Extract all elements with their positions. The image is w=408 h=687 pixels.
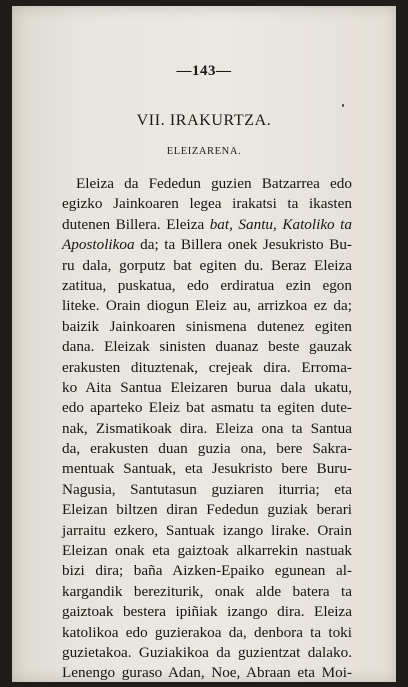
text-line: Nagusia, Santutasun guziaren iturria; eta [62,480,352,498]
page-number: —143— [176,63,232,79]
text-line: edo aparteko Eleiz bat asmatu ta egiten dute- [62,399,352,417]
italic-phrase: bat, Santu, Katoliko ta [209,215,352,233]
text-line: erakusten dituztenak, crejeak dira. Erroma- [62,358,352,376]
italic-word: Apostolikoa [62,236,135,254]
text-line: Eleizan onak eta gaiztoak alkarrekin nastuak [62,542,352,560]
book-page [12,6,396,682]
text-line: kargandik bereziturik, onak alde batera ta [62,582,352,600]
chapter-title: VII. IRAKURTZA. [136,112,272,129]
ink-speck [342,104,344,107]
text-line: mentuak Santuak, eta Jesukristo bere Buru- [62,460,352,478]
text-fragment: da; ta Billera onek Jesukristo Bu- [134,236,352,254]
text-line: egizko Jainkoaren legea irakatsi ta ikasten [62,195,352,213]
text-fragment: dutenen Billera. Eleiza [62,215,210,233]
section-subtitle: ELEIZARENA. [166,146,242,157]
text-line: guzietakoa. Guziakikoa da guzientzat dalako. [62,643,352,661]
text-line: ru dala, gorputz bat egiten du. Beraz Eleiza [62,256,352,274]
text-line [62,215,352,235]
text-line: Eleizan biltzen diran Fededun guziak berari [62,501,352,519]
text-line: nak, Zismatikoak dira. Eleiza ona ta Santua [62,419,352,437]
text-line: katolikoa edo guzierakoa da, denbora ta toki [62,623,352,641]
text-line: liteke. Orain diogun Eleiz au, arrizkoa ez da; [62,297,352,315]
text-line: Eleiza da Fededun guzien Batzarrea edo [76,175,352,192]
text-line: da, erakusten duan guzia ona, bere Sakra- [62,440,352,458]
text-line: zatitua, puskatua, edo erdiratua ezin egon [62,276,352,294]
text-line: Lenengo guraso Adan, Noe, Abraan eta Moi- [62,664,352,682]
text-line: bizi dira; baña Aizken-Epaiko egunean al- [62,562,352,580]
text-line: ko Aita Santua Eleizaren burua dala ukatu, [62,378,352,396]
text-line: jarraitu ezkero, Santuak izango lirake. Orain [62,521,352,539]
text-line: baizik Jainkoaren sinismena dutenez egiten [62,317,352,335]
text-line [62,235,352,255]
text-line: gaiztoak bestera ipiñiak izango dira. Eleiza [62,603,352,621]
body-text [62,174,352,684]
text-line: dana. Eleizak sinisten duanaz beste gauzak [62,338,352,356]
